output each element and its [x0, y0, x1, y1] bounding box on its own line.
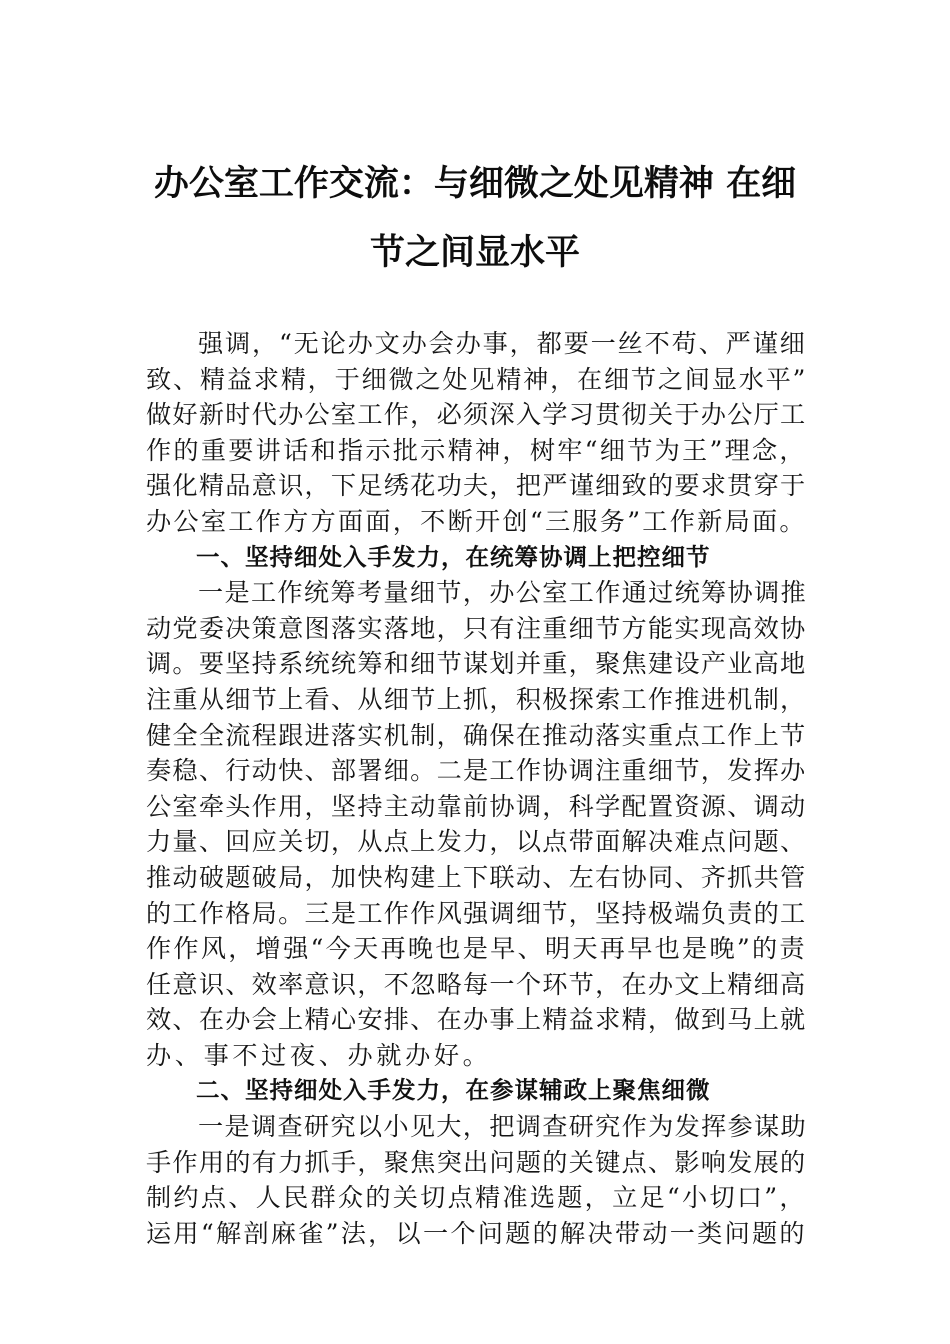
body-line: 做好新时代办公室工作，必须深入学习贯彻关于办公厅工 [146, 400, 807, 430]
document-title-line-2: 节之间显水平 [369, 232, 580, 273]
body-line: 制约点、人民群众的关切点精准选题，立足“小切口”， [146, 1183, 807, 1213]
section-heading: 一、坚持细处入手发力，在统筹协调上把控细节 [196, 542, 711, 571]
document-title-line-1: 办公室工作交流：与细微之处见精神 在细 [153, 163, 797, 204]
body-line: 奏稳、行动快、部署细。二是工作协调注重细节，发挥办 [146, 756, 807, 786]
body-line: 一是调查研究以小见大，把调查研究作为发挥参谋助 [198, 1112, 807, 1142]
body-line: 调。要坚持系统统筹和细节谋划并重，聚焦建设产业高地 [146, 649, 807, 679]
body-line: 效、在办会上精心安排、在办事上精益求精，做到马上就 [146, 1005, 807, 1035]
body-line: 一是工作统筹考量细节，办公室工作通过统筹协调推 [198, 578, 807, 608]
body-line: 动党委决策意图落实落地，只有注重细节方能实现高效协 [146, 613, 807, 643]
body-line: 作的重要讲话和指示批示精神，树牢“细节为王”理念， [146, 435, 807, 465]
body-line: 的工作格局。三是工作作风强调细节，坚持极端负责的工 [146, 898, 807, 928]
body-line: 任意识、效率意识，不忽略每一个环节，在办文上精细高 [146, 969, 807, 999]
body-line: 力量、回应关切，从点上发力，以点带面解决难点问题、 [146, 827, 807, 857]
section-heading: 二、坚持细处入手发力，在参谋辅政上聚焦细微 [196, 1076, 711, 1105]
body-line: 健全全流程跟进落实机制，确保在推动落实重点工作上节 [146, 720, 807, 750]
body-line: 办公室工作方方面面，不断开创“三服务”工作新局面。 [146, 506, 807, 536]
body-line: 作作风，增强“今天再晚也是早、明天再早也是晚”的责 [146, 934, 807, 964]
body-line: 办、事不过夜、办就办好。 [146, 1040, 492, 1070]
body-line: 推动破题破局，加快构建上下联动、左右协同、齐抓共管 [146, 862, 807, 892]
body-line: 强化精品意识，下足绣花功夫，把严谨细致的要求贯穿于 [146, 471, 807, 501]
body-line: 致、精益求精，于细微之处见精神，在细节之间显水平” [146, 364, 808, 394]
body-line: 注重从细节上看、从细节上抓，积极探索工作推进机制， [146, 684, 807, 714]
document-body [146, 326, 806, 1251]
body-line: 运用“解剖麻雀”法，以一个问题的解决带动一类问题的 [146, 1218, 807, 1248]
body-line: 手作用的有力抓手，聚焦突出问题的关键点、影响发展的 [146, 1147, 807, 1177]
body-line: 公室牵头作用，坚持主动靠前协调，科学配置资源、调动 [146, 791, 807, 821]
body-line: 强调，“无论办文办会办事，都要一丝不苟、严谨细 [198, 329, 807, 358]
